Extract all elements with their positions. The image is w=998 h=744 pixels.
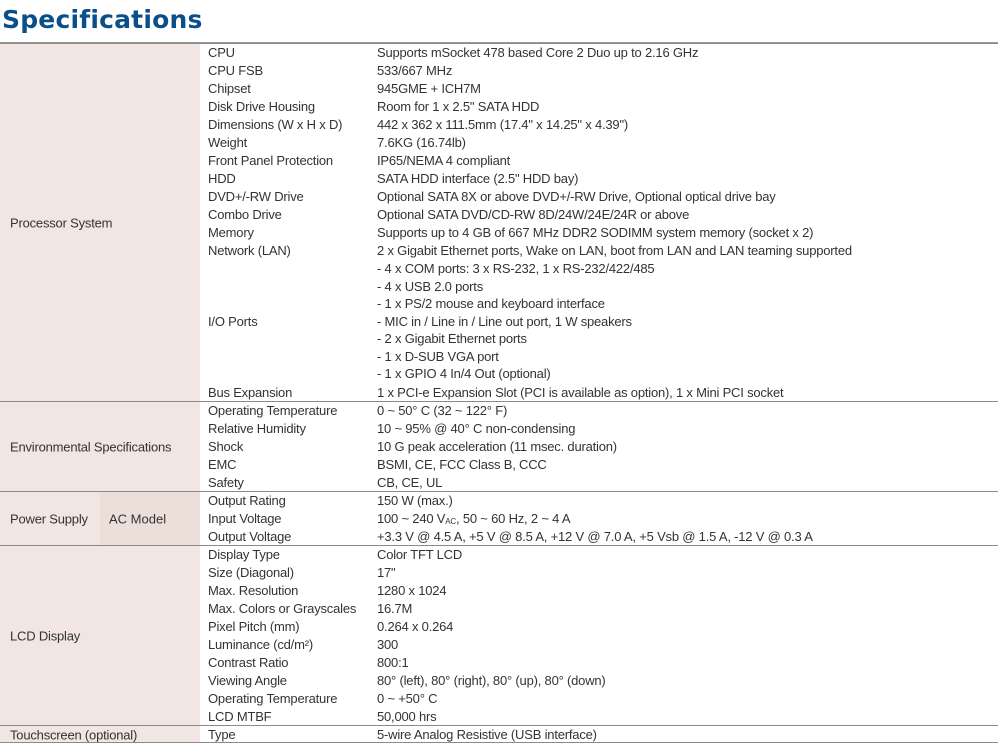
spec-value: CB, CE, UL: [377, 475, 443, 490]
group-lcd-display: [0, 545, 998, 725]
spec-key: DVD+/-RW Drive: [208, 189, 304, 204]
spec-value: 150 W (max.): [377, 493, 453, 508]
category-label: Touchscreen (optional): [10, 727, 138, 742]
spec-row: [200, 242, 998, 260]
spec-value: 7.6KG (16.74lb): [377, 135, 466, 150]
spec-value: BSMI, CE, FCC Class B, CCC: [377, 457, 547, 472]
category-cell: [0, 492, 100, 545]
spec-key: EMC: [208, 457, 237, 472]
spec-key: CPU: [208, 45, 235, 60]
spec-key: Output Voltage: [208, 529, 292, 544]
spec-row: [200, 224, 998, 242]
spec-row: [200, 492, 998, 510]
list-item: - MIC in / Line in / Line out port, 1 W speakers: [377, 313, 632, 329]
list-item: - 4 x COM ports: 3 x RS-232, 1 x RS-232/422/485: [377, 261, 655, 276]
spec-key: LCD MTBF: [208, 709, 272, 724]
category-cell: [0, 402, 200, 491]
list-item: - 2 x Gigabit Ethernet ports: [377, 331, 527, 346]
value-text: 100 ~ 240 V: [377, 511, 446, 526]
spec-value: Optional SATA 8X or above DVD+/-RW Drive, Optional optical drive bay: [377, 189, 776, 204]
list-item: - 1 x D-SUB VGA port: [377, 348, 499, 364]
subcategory-cell: [100, 492, 200, 545]
spec-key: Operating Temperature: [208, 691, 338, 706]
spec-key: Luminance (cd/m²): [208, 637, 313, 652]
spec-key: Viewing Angle: [208, 673, 287, 688]
spec-value: IP65/NEMA 4 compliant: [377, 153, 511, 168]
group-touchscreen: [0, 725, 998, 743]
spec-row: [200, 600, 998, 618]
spec-value: 0 ~ +50° C: [377, 691, 438, 706]
spec-key: Bus Expansion: [208, 385, 293, 400]
spec-row: [200, 510, 998, 528]
spec-row: [200, 582, 998, 600]
category-cell: [0, 546, 200, 725]
spec-row: [200, 528, 998, 546]
spec-value: 800:1: [377, 655, 409, 670]
spec-row: [200, 474, 998, 492]
category-label: Processor System: [10, 215, 113, 230]
spec-row: [200, 672, 998, 690]
spec-key: Dimensions (W x H x D): [208, 117, 343, 132]
spec-value: 50,000 hrs: [377, 709, 437, 724]
spec-row: [200, 636, 998, 654]
spec-row: [200, 654, 998, 672]
spec-value: 80° (left), 80° (right), 80° (up), 80° (down): [377, 673, 606, 688]
spec-value: Room for 1 x 2.5" SATA HDD: [377, 99, 540, 114]
spec-key: Front Panel Protection: [208, 153, 333, 168]
spec-row: [200, 170, 998, 188]
spec-key: Memory: [208, 225, 254, 240]
group-environmental: [0, 401, 998, 491]
spec-key: Chipset: [208, 81, 251, 96]
spec-value: [377, 510, 570, 530]
spec-key: CPU FSB: [208, 63, 263, 78]
spec-key: Display Type: [208, 547, 280, 562]
subcategory-label: AC Model: [109, 511, 167, 526]
spec-row: [200, 44, 998, 62]
spec-row: [200, 116, 998, 134]
category-label: LCD Display: [10, 628, 81, 643]
spec-row: [200, 80, 998, 98]
spec-row: [200, 438, 998, 456]
spec-row-io-ports: [200, 260, 998, 383]
spec-row: [200, 206, 998, 224]
spec-value: 2 x Gigabit Ethernet ports, Wake on LAN, boot from LAN and LAN teaming supported: [377, 243, 852, 258]
spec-row: [200, 402, 998, 420]
value-subscript: AC: [445, 517, 456, 526]
value-text: , 50 ~ 60 Hz, 2 ~ 4 A: [456, 511, 571, 526]
spec-row: [200, 384, 998, 402]
spec-key: Input Voltage: [208, 511, 282, 526]
spec-row: [200, 690, 998, 708]
spec-value: 945GME + ICH7M: [377, 81, 481, 96]
spec-value: 1280 x 1024: [377, 583, 447, 598]
spec-row: [200, 546, 998, 564]
spec-value: Color TFT LCD: [377, 547, 463, 562]
spec-key: HDD: [208, 171, 236, 186]
spec-key: Disk Drive Housing: [208, 99, 315, 114]
list-item: - 1 x GPIO 4 In/4 Out (optional): [377, 366, 551, 381]
spec-value: +3.3 V @ 4.5 A, +5 V @ 8.5 A, +12 V @ 7.0 A, +5 Vsb @ 1.5 A, -12 V @ 0.3 A: [377, 529, 813, 544]
category-cell: [0, 726, 200, 743]
spec-key: Contrast Ratio: [208, 655, 289, 670]
list-item: - 4 x USB 2.0 ports: [377, 278, 484, 294]
group-power-supply: [0, 491, 998, 545]
list-item: - 1 x PS/2 mouse and keyboard interface: [377, 296, 605, 311]
spec-row: [200, 152, 998, 170]
spec-key: I/O Ports: [208, 313, 258, 329]
spec-value: Supports up to 4 GB of 667 MHz DDR2 SODIMM system memory (socket x 2): [377, 225, 814, 240]
spec-row: [200, 420, 998, 438]
spec-value: 17": [377, 565, 396, 580]
spec-key: Output Rating: [208, 493, 286, 508]
spec-value: 0 ~ 50° C (32 ~ 122° F): [377, 403, 508, 418]
spec-value: 5-wire Analog Resistive (USB interface): [377, 727, 597, 742]
spec-key: Operating Temperature: [208, 403, 338, 418]
spec-key: Relative Humidity: [208, 421, 306, 436]
spec-value: Supports mSocket 478 based Core 2 Duo up to 2.16 GHz: [377, 45, 699, 60]
category-cell: [0, 44, 200, 401]
spec-key: Pixel Pitch (mm): [208, 619, 300, 634]
page-title: Specifications: [2, 5, 203, 34]
spec-value: SATA HDD interface (2.5" HDD bay): [377, 171, 579, 186]
spec-value-list: [377, 260, 654, 383]
spec-key: Weight: [208, 135, 248, 150]
spec-key: Max. Resolution: [208, 583, 299, 598]
spec-value: 0.264 x 0.264: [377, 619, 454, 634]
spec-key: Combo Drive: [208, 207, 282, 222]
category-label: Environmental Specifications: [10, 439, 172, 454]
spec-row: [200, 708, 998, 726]
spec-row: [200, 456, 998, 474]
spec-value: 10 G peak acceleration (11 msec. duration): [377, 439, 617, 454]
spec-key: Size (Diagonal): [208, 565, 294, 580]
group-processor-system: [0, 43, 998, 401]
spec-row: [200, 134, 998, 152]
spec-key: Network (LAN): [208, 243, 291, 258]
spec-value: 1 x PCI-e Expansion Slot (PCI is available as option), 1 x Mini PCI socket: [377, 385, 784, 400]
spec-row: [200, 62, 998, 80]
spec-row: [200, 98, 998, 116]
spec-key: Safety: [208, 475, 244, 490]
spec-row: [200, 618, 998, 636]
spec-value: 16.7M: [377, 601, 413, 616]
spec-value: Optional SATA DVD/CD-RW 8D/24W/24E/24R or above: [377, 207, 690, 222]
spec-value: 10 ~ 95% @ 40° C non-condensing: [377, 421, 576, 436]
spec-row: [200, 188, 998, 206]
spec-key: Max. Colors or Grayscales: [208, 601, 357, 616]
category-label: Power Supply: [10, 511, 88, 526]
spec-value: 533/667 MHz: [377, 63, 453, 78]
spec-value: 442 x 362 x 111.5mm (17.4" x 14.25" x 4.39"): [377, 117, 628, 132]
spec-key: Shock: [208, 439, 244, 454]
spec-row: [200, 564, 998, 582]
spec-key: Type: [208, 727, 236, 742]
spec-value: 300: [377, 637, 399, 652]
